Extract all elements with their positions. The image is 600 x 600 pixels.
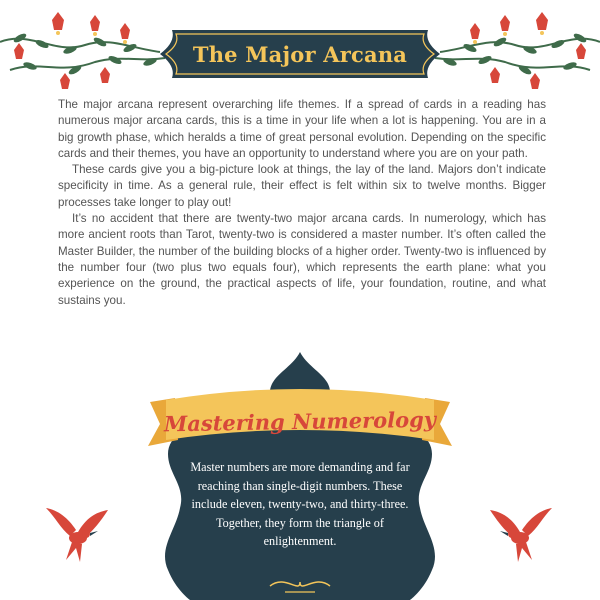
page-title: The Major Arcana	[192, 41, 408, 67]
callout-heading: Mastering Numerology	[163, 406, 437, 436]
red-bird-icon	[40, 498, 112, 568]
paragraph-3: It’s no accident that there are twenty-two major arcana cards. In numerology, which has more ancient roots than Tarot, twenty-two is considered a master number. It’s often called the Master Builder, the number of the building blocks of a higher order. Twenty-two is influenced by the number four (two plus two equals four), which represents the earth plane: what you experience on the ground, the practical aspects of life, your foundation, routine, and what sustains you.	[58, 212, 546, 307]
callout-body: Master numbers are more demanding and far reaching than single-digit numbers. These include eleven, twenty-two, and thirty-three. Together, they form the triangle of enlightenment.	[190, 460, 410, 549]
paragraph-2: These cards give you a big-picture look at things, the lay of the land. Majors don’t indicate specificity in time. As a general rule, their effect is felt within six to twelve months. Bigger processes take longer to play out!	[58, 163, 546, 209]
red-bird-icon	[486, 498, 558, 568]
paragraph-1: The major arcana represent overarching life themes. If a spread of cards in a reading has numerous major arcana cards, this is a time in your life when a lot is happening. You are in a big growth phase, which heralds a time of great personal evolution. Depending on the specific cards and their themes, you have an opportunity to understand where you are on your path.	[58, 98, 546, 160]
